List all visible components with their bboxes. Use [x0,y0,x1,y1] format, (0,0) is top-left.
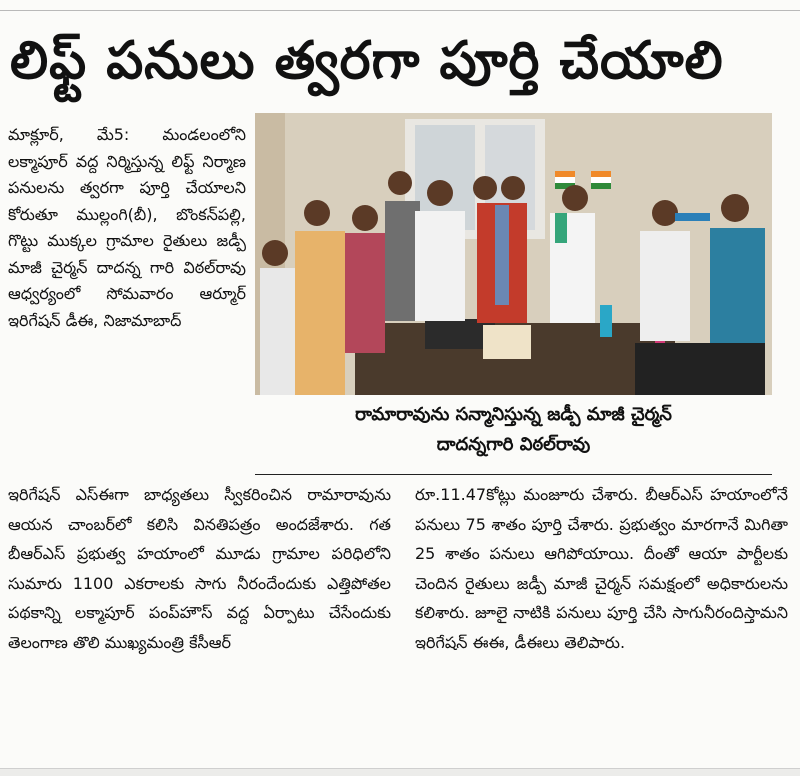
news-photo [255,113,772,395]
article-intro-text: మాక్లూర్, మే5: మండలంలోని లక్మాపూర్ వద్ద నిర్మిస్తున్న లిఫ్ట్ నిర్మాణ పనులను త్వరగా పూర్తి చేయాలని కోరుతూ ముల్లంగి(బీ), బొంకన్‌పల్లి, గొట్టు ముక్కల గ్రామాల రైతులు జడ్పీ మాజీ చైర్మన్ దాదన్న గారి విఠల్‌రావు ఆధ్వర్యంలో సోమవారం ఆర్మూర్ ఇరిగేషన్ డీఈ, నిజామాబాద్ [8,125,246,330]
photo-caption [255,400,772,470]
caption-divider [255,474,772,475]
article-intro-column [8,122,246,334]
photo-caption-line-1: రామారావును సన్మానిస్తున్న జడ్పీ మాజీ చైర్మన్ [355,404,672,425]
article-headline: లిఫ్ట్ పనులు త్వరగా పూర్తి చేయాలి [10,31,724,91]
article-bottom-left-text: ఇరిగేషన్ ఎస్ఈగా బాధ్యతలు స్వీకరించిన రామారావును ఆయన చాంబర్‌లో కలిసి వినతిపత్రం అందజేశారు. గత బీఆర్ఎస్ ప్రభుత్వ హయాంలో మూడు గ్రామాల పరిధిలోని సుమారు 1100 ఎకరాలకు సాగు నీరందేందుకు ఎత్తిపోతల పథకాన్ని లక్మాపూర్ పంప్‌హౌస్ వద్ద ఏర్పాటు చేసేందుకు తెలంగాణ తొలి ముఖ్యమంత్రి కేసీఆర్ [8,485,391,652]
article-right-text: రూ.11.47కోట్లు మంజూరు చేశారు. బీఆర్ఎస్ హయాంలోనే పనులు 75 శాతం పూర్తి చేశారు. ప్రభుత్వం మారగానే మిగితా 25 శాతం పనులు ఆగిపోయాయి. దీంతో ఆయా పార్టీలకు చెందిన రైతులు జడ్పీ మాజీ చైర్మన్ సమక్షంలో అధికారులను కలిశారు. జూలై నాటికి పనులు పూర్తి చేసి సాగునీరందిస్తామని ఇరిగేషన్ ఈఈ, డీఈలు తెలిపారు. [415,485,788,652]
photo-caption-line-2: దాదన్నగారి విఠల్‌రావు [436,434,591,455]
article-right-column [415,480,788,657]
article-bottom-left-column [8,480,391,657]
top-border [0,0,800,11]
